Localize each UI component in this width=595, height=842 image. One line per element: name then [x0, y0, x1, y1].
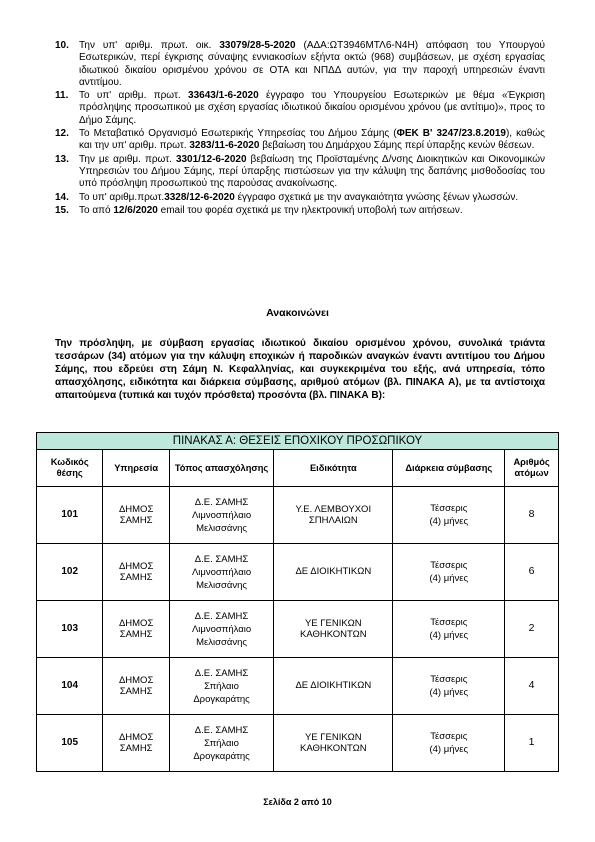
header-count: Αριθμός ατόμων — [505, 450, 559, 487]
list-item — [55, 128, 545, 153]
cell-duration-line: (4) μήνες — [429, 744, 469, 755]
list-item-text-part: έγγραφο του Υπουργείου Εσωτερικών με θέμα «Έγκριση πρόσληψης προσωπικού με σχέση εργασίας ιδιωτικού δικαίου ορισμένου χρόνου (με αντίτιμο)», προς το Δήμο Σάμης. — [79, 90, 545, 126]
table-title: ΠΙΝΑΚΑΣ Α: ΘΕΣΕΙΣ ΕΠΟΧΙΚΟΥ ΠΡΟΣΩΠΙΚΟΥ — [37, 433, 559, 450]
cell-specialty — [274, 487, 393, 544]
list-item-number: 10. — [55, 40, 69, 51]
cell-specialty-line: ΔΕ ΔΙΟΙΚΗΤΙΚΩΝ — [295, 566, 372, 578]
cell-duration-line: Τέσσερις — [430, 617, 468, 628]
cell-service-line: ΔΗΜΟΣ — [118, 504, 154, 515]
table-row — [37, 601, 559, 658]
list-item-text-part: ), καθώς και την υπ' αριθμ. πρωτ. — [79, 128, 545, 152]
header-service: Υπηρεσία — [103, 450, 169, 487]
cell-service-line: ΔΗΜΟΣ — [118, 561, 154, 572]
list-item-text-bold: 33643/1-6-2020 — [188, 90, 259, 102]
cell-location-line: Λιμνοσπήλαιο — [191, 509, 252, 521]
cell-specialty-line: ΣΠΗΛΑΙΩΝ — [308, 515, 358, 526]
list-item-text — [79, 40, 545, 88]
announce-heading: Ανακοινώνει — [266, 307, 329, 319]
cell-location — [169, 658, 273, 715]
cell-service-line: ΔΗΜΟΣ — [118, 732, 154, 743]
cell-service-line: ΣΑΜΗΣ — [119, 743, 153, 754]
list-item-number: 15. — [55, 204, 69, 216]
cell-service — [103, 487, 169, 544]
list-item-text-bold: 3301/12-6-2020 — [175, 153, 247, 165]
cell-location-line: Δ.Ε. ΣΑΜΗΣ — [194, 667, 249, 679]
cell-service — [103, 715, 169, 772]
cell-service-line: ΣΑΜΗΣ — [119, 629, 153, 640]
header-specialty: Ειδικότητα — [274, 450, 393, 487]
list-item-text-part: Το υπ' αριθμ. πρωτ. — [79, 90, 189, 102]
cell-specialty-line: ΚΑΘΗΚΟΝΤΩΝ — [300, 743, 367, 754]
cell-duration-line: Τέσσερις — [430, 674, 468, 685]
page-number: Σελίδα 2 από 10 — [263, 797, 332, 807]
list-item-text-part: email του φορέα σχετικά με την ηλεκτρονική υποβολή των αιτήσεων. — [157, 204, 463, 216]
cell-service-line: ΣΑΜΗΣ — [119, 572, 153, 583]
cell-code: 105 — [37, 715, 103, 772]
table-body — [37, 487, 559, 772]
cell-count: 6 — [505, 544, 559, 601]
header-code: Κωδικός θέσης — [37, 450, 103, 487]
cell-duration — [393, 544, 505, 601]
cell-location — [169, 601, 273, 658]
cell-service-line: ΣΑΜΗΣ — [119, 515, 153, 526]
positions-table — [36, 432, 559, 772]
cell-specialty — [274, 544, 393, 601]
table-row — [37, 658, 559, 715]
cell-specialty-line: ΥΕ ΓΕΝΙΚΩΝ — [304, 617, 362, 629]
list-item-text-bold: 3283/11-6-2020 — [189, 140, 260, 152]
list-item-text-part: Το υπ' αριθμ.πρωτ. — [79, 191, 165, 203]
list-item-text-bold: 3328/12-6-2020 — [164, 191, 235, 203]
cell-duration-line: Τέσσερις — [430, 731, 468, 742]
cell-service — [103, 544, 169, 601]
list-item-text-bold: 33079/28-5-2020 — [219, 40, 296, 51]
cell-service-line: ΣΑΜΗΣ — [119, 686, 153, 697]
cell-specialty-line: Υ.Ε. ΛΕΜΒΟΥΧΟΙ — [295, 503, 372, 515]
list-item-text-part: βεβαίωση της Προϊσταμένης Δ/νσης Διοικητικών και Οικονομικών Υπηρεσιών του Δήμου Σάμης, περί ύπαρξης πιστώσεων για την κάλυψη της δαπάνης μισθοδοσίας του υπό πρόσληψη προσωπικού της παρούσας ανακοίνωσης. — [79, 153, 546, 190]
cell-count: 1 — [505, 715, 559, 772]
list-item — [55, 192, 545, 204]
cell-duration — [393, 487, 505, 544]
cell-service — [103, 601, 169, 658]
table-row — [37, 715, 559, 772]
cell-specialty — [274, 658, 393, 715]
cell-code: 102 — [37, 544, 103, 601]
cell-code: 103 — [37, 601, 103, 658]
cell-location — [169, 715, 273, 772]
table-row — [37, 544, 559, 601]
cell-location-line: Μελισσάνης — [196, 522, 247, 534]
cell-location-line: Δρογκαράτης — [193, 750, 250, 762]
cell-service — [103, 658, 169, 715]
cell-location — [169, 544, 273, 601]
cell-duration-line: (4) μήνες — [429, 630, 469, 641]
cell-count: 2 — [505, 601, 559, 658]
header-location: Τόπος απασχόλησης — [169, 450, 273, 487]
cell-code: 101 — [37, 487, 103, 544]
cell-location — [169, 487, 273, 544]
cell-duration — [393, 715, 505, 772]
list-item-text-part: Το από — [79, 204, 114, 216]
cell-duration-line: Τέσσερις — [430, 503, 468, 514]
intro-paragraph: Την πρόσληψη, με σύμβαση εργασίας ιδιωτικού δικαίου ορισμένου χρόνου, συνολικά τριάντα τεσσάρων (34) ατόμων για την κάλυψη εποχικών ή παροδικών αναγκών έναντι αντιτίμου του Δήμου Σάμης, που εδρεύει στη Σάμη Ν. Κεφαλληνίας, και συγκεκριμένα του εξής, ανά υπηρεσία, τόπο απασχόλησης, ειδικότητα και διάρκεια σύμβασης, αριθμού ατόμων (βλ. ΠΙΝΑΚΑ Α), με τα αντίστοιχα απαιτούμενα (τυπικά και τυχόν πρόσθετα) προσόντα (βλ. ΠΙΝΑΚΑ Β): — [55, 338, 545, 402]
cell-count: 8 — [505, 487, 559, 544]
list-item-number: 13. — [55, 153, 69, 165]
cell-duration-line: (4) μήνες — [429, 687, 469, 698]
cell-service-line: ΔΗΜΟΣ — [118, 675, 154, 686]
numbered-list — [55, 40, 545, 218]
cell-location-line: Σπήλαιο — [204, 737, 239, 749]
list-item-text — [79, 154, 545, 190]
cell-location-line: Λιμνοσπήλαιο — [191, 566, 252, 578]
cell-specialty-line: ΚΑΘΗΚΟΝΤΩΝ — [300, 629, 367, 640]
cell-code: 104 — [37, 658, 103, 715]
cell-specialty — [274, 601, 393, 658]
list-item — [55, 205, 545, 217]
cell-location-line: Δ.Ε. ΣΑΜΗΣ — [194, 553, 249, 565]
list-item-text-part: Την με αριθμ. πρωτ. — [79, 153, 176, 165]
cell-location-line: Μελισσάνης — [196, 636, 247, 648]
cell-duration-line: (4) μήνες — [429, 573, 469, 584]
cell-specialty-line: ΔΕ ΔΙΟΙΚΗΤΙΚΩΝ — [295, 680, 372, 692]
list-item-text-bold: 12/6/2020 — [113, 204, 158, 216]
cell-duration — [393, 658, 505, 715]
list-item-number: 14. — [55, 191, 69, 203]
list-item-text-bold: ΦΕΚ Β' 3247/23.8.2019 — [396, 128, 506, 140]
list-item-text-part: Το Μεταβατικό Οργανισμό Εσωτερικής Υπηρεσίας του Δήμου Σάμης ( — [79, 128, 397, 140]
table-row — [37, 487, 559, 544]
list-item — [55, 90, 545, 127]
list-item-number: 11. — [55, 90, 69, 102]
cell-location-line: Δ.Ε. ΣΑΜΗΣ — [194, 496, 249, 508]
list-item-number: 12. — [55, 128, 69, 140]
list-item-text — [79, 90, 545, 126]
list-item-text-part: βεβαίωση του Δημάρχου Σάμης περί ύπαρξης κενών θέσεων. — [259, 140, 535, 152]
list-item-text-part: Την υπ' αριθμ. πρωτ. οικ. — [79, 40, 220, 51]
cell-location-line: Δ.Ε. ΣΑΜΗΣ — [194, 610, 249, 622]
cell-specialty — [274, 715, 393, 772]
list-item-text-part: έγγραφο σχετικά με την αναγκαιότητα γνώσης ξένων γλωσσών. — [234, 191, 519, 203]
cell-location-line: Δ.Ε. ΣΑΜΗΣ — [194, 724, 249, 736]
cell-location-line: Μελισσάνης — [196, 579, 247, 591]
list-item-text — [79, 128, 545, 151]
cell-service-line: ΔΗΜΟΣ — [118, 618, 154, 629]
cell-duration-line: (4) μήνες — [429, 516, 469, 527]
cell-duration-line: Τέσσερις — [430, 560, 468, 571]
list-item-text — [79, 192, 518, 203]
list-item-text-part: (ΑΔΑ:ΩΤ3946ΜΤΛ6-Ν4Η) απόφαση του Υπουργού Εσωτερικών, περί έγκρισης σύναψης εννιακοσίων εξήντα οκτώ (968) συμβάσεων, με σχέση εργασίας ιδιωτικού δικαίου ορισμένου χρόνου σε ΟΤΑ και ΝΠΔΔ αυτών, για την παροχή υπηρεσιών έναντι αντιτίμου. — [79, 40, 545, 88]
cell-location-line: Δρογκαράτης — [193, 693, 250, 705]
cell-duration — [393, 601, 505, 658]
cell-specialty-line: ΥΕ ΓΕΝΙΚΩΝ — [304, 731, 362, 743]
list-item-text — [79, 205, 463, 216]
list-item — [55, 40, 545, 89]
cell-count: 4 — [505, 658, 559, 715]
header-duration: Διάρκεια σύμβασης — [393, 450, 505, 487]
list-item — [55, 154, 545, 191]
cell-location-line: Σπήλαιο — [204, 680, 239, 692]
cell-location-line: Λιμνοσπήλαιο — [191, 623, 252, 635]
